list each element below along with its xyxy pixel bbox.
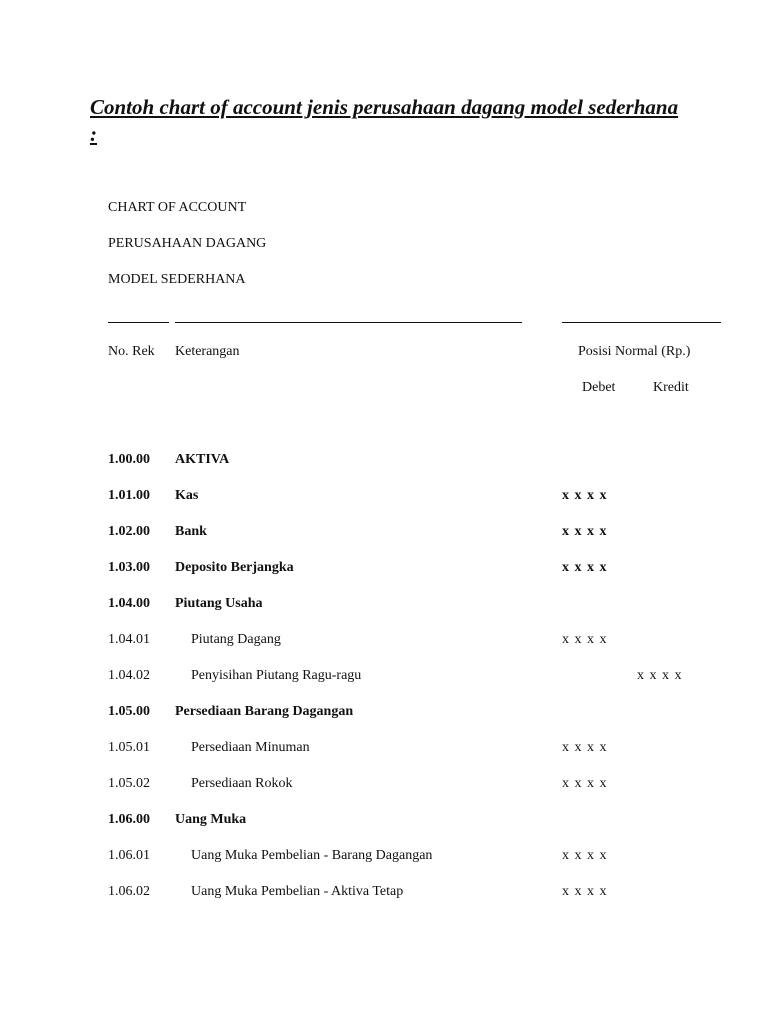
account-name: Persediaan Rokok [191, 776, 293, 791]
account-name: Deposito Berjangka [175, 560, 294, 575]
account-code: 1.06.00 [108, 812, 150, 827]
account-code: 1.06.02 [108, 884, 150, 899]
heading-model: MODEL SEDERHANA [108, 272, 246, 287]
heading-chart-of-account: CHART OF ACCOUNT [108, 200, 247, 215]
heading-company-type: PERUSAHAAN DAGANG [108, 236, 267, 251]
account-debet: x x x x [562, 776, 608, 791]
account-debet: x x x x [562, 848, 608, 863]
account-row [0, 702, 768, 722]
account-row [0, 846, 768, 866]
account-name: Kas [175, 488, 199, 503]
account-name: Bank [175, 524, 207, 539]
account-row [0, 486, 768, 506]
account-row [0, 594, 768, 614]
account-code: 1.06.01 [108, 848, 150, 863]
rule-no-rek [108, 322, 169, 323]
account-debet: x x x x [562, 524, 608, 539]
account-name: Penyisihan Piutang Ragu-ragu [191, 668, 362, 683]
rule-keterangan [175, 322, 522, 323]
account-debet: x x x x [562, 632, 608, 647]
account-code: 1.05.01 [108, 740, 150, 755]
rule-posisi-normal [562, 322, 721, 323]
column-header-keterangan: Keterangan [175, 344, 240, 359]
account-name: Uang Muka Pembelian - Aktiva Tetap [191, 884, 404, 899]
account-name: Uang Muka Pembelian - Barang Dagangan [191, 848, 433, 863]
account-row [0, 810, 768, 830]
account-row [0, 450, 768, 470]
account-code: 1.03.00 [108, 560, 150, 575]
account-code: 1.04.02 [108, 668, 150, 683]
column-header-no-rek: No. Rek [108, 344, 155, 359]
account-row [0, 774, 768, 794]
account-debet: x x x x [562, 560, 608, 575]
account-debet: x x x x [562, 884, 608, 899]
account-code: 1.02.00 [108, 524, 150, 539]
account-row [0, 882, 768, 902]
account-kredit: x x x x [637, 668, 683, 683]
column-header-debet: Debet [582, 380, 616, 395]
account-name: Persediaan Barang Dagangan [175, 704, 354, 719]
account-code: 1.05.00 [108, 704, 150, 719]
account-code: 1.05.02 [108, 776, 150, 791]
account-code: 1.00.00 [108, 452, 150, 467]
account-row [0, 558, 768, 578]
account-code: 1.01.00 [108, 488, 150, 503]
account-row [0, 522, 768, 542]
account-row [0, 630, 768, 650]
column-header-posisi-normal: Posisi Normal (Rp.) [578, 344, 691, 359]
account-name: AKTIVA [175, 452, 230, 467]
account-debet: x x x x [562, 488, 608, 503]
column-header-kredit: Kredit [653, 380, 689, 395]
account-name: Persediaan Minuman [191, 740, 310, 755]
account-name: Uang Muka [175, 812, 247, 827]
account-row [0, 738, 768, 758]
account-debet: x x x x [562, 740, 608, 755]
account-code: 1.04.01 [108, 632, 150, 647]
account-name: Piutang Dagang [191, 632, 281, 647]
document-title: Contoh chart of account jenis perusahaan dagang model sederhana : [90, 95, 679, 146]
account-name: Piutang Usaha [175, 596, 263, 611]
account-code: 1.04.00 [108, 596, 150, 611]
account-row [0, 666, 768, 686]
